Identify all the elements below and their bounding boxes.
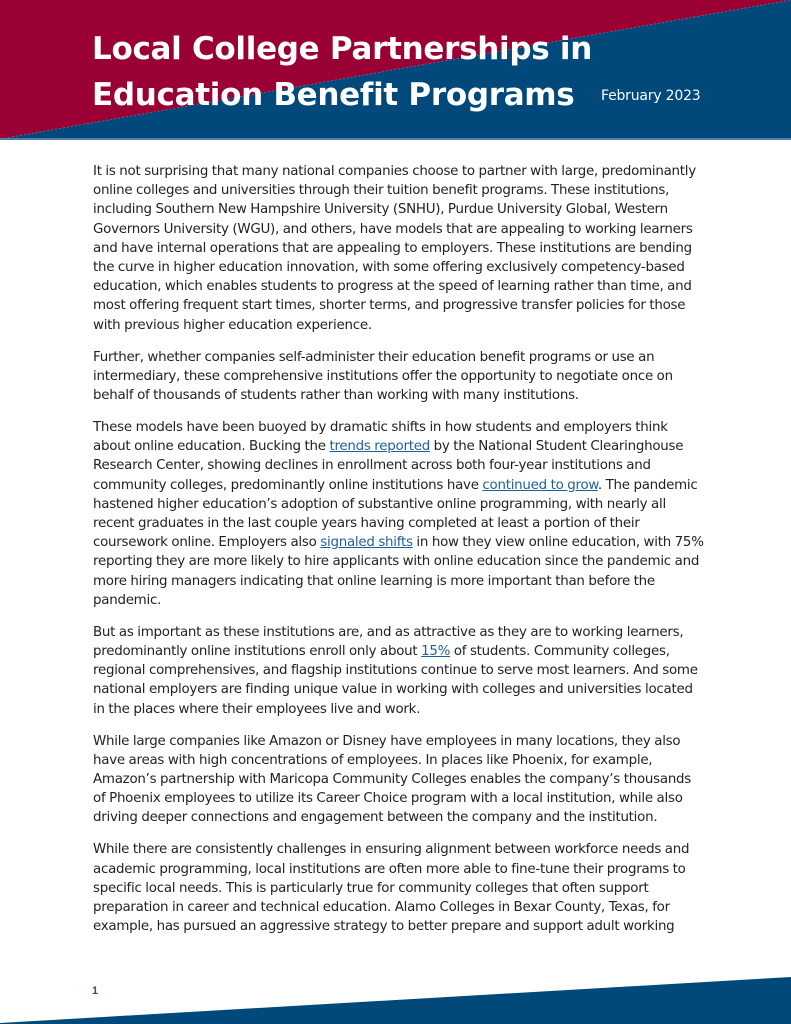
paragraph-3-text-b: by the National Student Clearinghouse Research Center, showing declines in enrollment across both four-year institutions and community colleges, predominantly online institutions have	[93, 439, 684, 493]
header-bottom-edge	[0, 138, 791, 140]
continued-to-grow-link[interactable]: continued to grow	[482, 477, 598, 493]
paragraph-4-text-a: But as important as these institutions are, and as attractive as they are to working learners, predominantly online institutions enroll only about	[93, 624, 684, 660]
page-title	[92, 26, 592, 118]
publication-date: February 2023	[601, 88, 701, 104]
paragraph-3	[93, 418, 705, 610]
footer-diagonal-wedge	[0, 960, 791, 1024]
paragraph-4-text-b: of students. Community colleges, regional comprehensives, and flagship institutions continue to serve most learners. And some national employers are finding unique value in working with colleges and universities located in the places where their employees live and work.	[93, 644, 698, 717]
fifteen-percent-link[interactable]: 15%	[421, 644, 451, 660]
page-title-line-1: Local College Partnerships in	[92, 31, 592, 67]
paragraph-3-text-d: in how they view online education, with 75% reporting they are more likely to hire applicants with online education since the pandemic and more hiring managers indicating that online learning is more important than before the pandemic.	[93, 535, 704, 608]
paragraph-1: It is not surprising that many national companies choose to partner with large, predominantly online colleges and universities through their tuition benefit programs. These institutions, including Southern New Hampshire University (SNHU), Purdue University Global, Western Governors University (WGU), and others, have models that are appealing to working learners and have internal operations that are appealing to employers. These institutions are bending the curve in higher education innovation, with some offering exclusively competency-based education, which enables students to progress at the speed of learning rather than time, and most offering frequent start times, shorter terms, and progressive transfer policies for those with previous higher education experience.	[93, 164, 696, 333]
signaled-shifts-link[interactable]: signaled shifts	[320, 535, 413, 551]
page-title-line-2: Education Benefit Programs	[92, 77, 575, 113]
footer-blue-wedge	[0, 977, 791, 1024]
page-footer-banner	[0, 960, 791, 1024]
paragraph-3-text-c: . The pandemic hastened higher education’s adoption of substantive online programming, with nearly all recent graduates in the last couple years having completed at least a portion of their coursework online. Employers also	[93, 477, 698, 551]
page-header-banner	[0, 0, 791, 140]
paragraph-2: Further, whether companies self-administer their education benefit programs or use an intermediary, these comprehensive institutions offer the opportunity to negotiate once on behalf of thousands of students rather than working with many institutions.	[93, 349, 673, 404]
paragraph-4	[93, 623, 705, 719]
trends-reported-link[interactable]: trends reported	[329, 439, 430, 455]
paragraph-5: While large companies like Amazon or Disney have employees in many locations, they also have areas with high concentrations of employees. In places like Phoenix, for example, Amazon’s partnership with Maricopa Community Colleges enables the company’s thousands of Phoenix employees to utilize its Career Choice program with a local institution, while also driving deeper connections and engagement between the company and the institution.	[93, 733, 692, 826]
article-body	[93, 162, 705, 949]
page-number: 1	[92, 985, 99, 997]
paragraph-6: While there are consistently challenges in ensuring alignment between workforce needs and academic programming, local institutions are often more able to fine-tune their programs to specific local needs. This is particularly true for community colleges that often support preparation in career and technical education. Alamo Colleges in Bexar County, Texas, for example, has pursued an aggressive strategy to better prepare and support adult working	[93, 842, 690, 935]
paragraph-3-text-a: These models have been buoyed by dramatic shifts in how students and employers think about online education. Bucking the	[93, 420, 668, 455]
